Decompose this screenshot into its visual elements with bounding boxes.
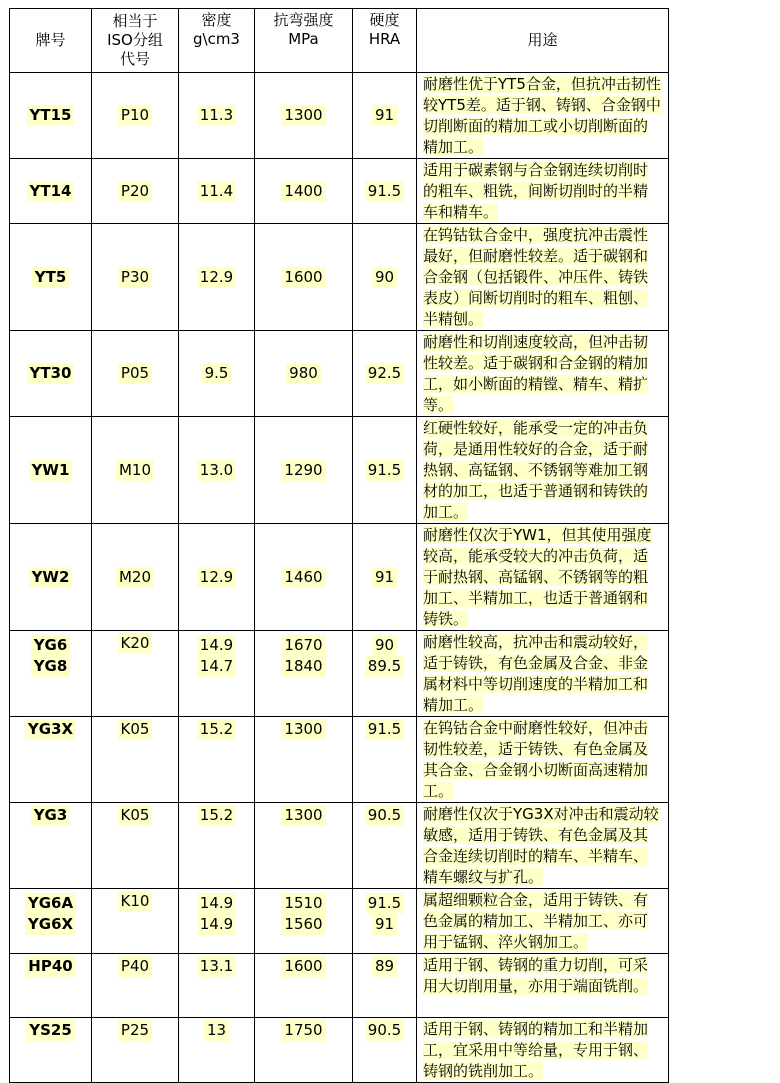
- header-hardness-line2: HRA: [368, 30, 401, 48]
- use-cell: 耐磨性较高，抗冲击和震动较好，适于铸铁，有色金属及合金、非金属材料中等切削速度的半精加工和精加工。: [423, 633, 649, 714]
- grade-cell: YG6: [31, 635, 71, 656]
- header-iso-line1: 相当于: [112, 12, 158, 30]
- grade-cell: YG6A: [25, 893, 76, 914]
- iso-cell: M10: [116, 460, 154, 481]
- iso-cell: K20: [118, 633, 153, 654]
- hardness-cell: 92.5: [365, 363, 404, 384]
- strength-cell-secondary: 1840: [281, 656, 325, 677]
- hardness-cell: 89: [372, 956, 397, 977]
- density-cell: 14.9: [197, 635, 236, 656]
- header-density: [179, 9, 255, 73]
- iso-cell: K10: [118, 891, 153, 912]
- iso-cell: P10: [118, 105, 152, 126]
- table-row: [10, 159, 669, 224]
- header-hardness-line1: 硬度: [369, 11, 400, 29]
- grade-cell-secondary: YG8: [31, 656, 71, 677]
- header-strength-line2: MPa: [288, 30, 319, 48]
- hardness-cell: 91.5: [365, 893, 404, 914]
- header-grade: 牌号: [10, 9, 92, 73]
- table-row: [10, 717, 669, 803]
- use-cell: 在钨钴钛合金中，强度抗冲击震性最好，但耐磨性较差。适于碳钢和合金钢（包括锻件、冲压件、铸铁表皮）间断切削时的粗车、粗刨、半精刨。: [423, 226, 649, 328]
- use-cell: 耐磨性仅次于YG3X对冲击和震动较敏感，适用于铸铁、有色金属及其合金连续切削时的精车、半精车、精车螺纹与扩孔。: [423, 805, 659, 886]
- header-bending-strength: [255, 9, 353, 73]
- grade-cell: YW1: [29, 460, 73, 481]
- grade-cell: YT5: [32, 267, 70, 288]
- grade-cell: YW2: [29, 567, 73, 588]
- hardness-cell-secondary: 89.5: [365, 656, 404, 677]
- density-cell: 11.3: [197, 105, 236, 126]
- grade-cell: YT30: [27, 363, 75, 384]
- use-cell: 适用于钢、铸钢的精加工和半精加工，宜采用中等给量，专用于钢、铸钢的铣削加工。: [423, 1020, 649, 1080]
- density-cell: 13.1: [197, 956, 236, 977]
- strength-cell: 1670: [281, 635, 325, 656]
- grade-cell: YS25: [26, 1020, 75, 1041]
- hardness-cell: 90.5: [365, 805, 404, 826]
- table-row: [10, 224, 669, 331]
- iso-cell: P05: [118, 363, 152, 384]
- iso-cell: P20: [118, 181, 152, 202]
- strength-cell: 980: [286, 363, 321, 384]
- iso-cell: M20: [116, 567, 154, 588]
- use-cell: 在钨钴合金中耐磨性较好，但冲击韧性较差，适于铸铁、有色金属及其合金、合金钢小切断面高速精加工。: [423, 719, 649, 800]
- hardness-cell-secondary: 91: [372, 914, 397, 935]
- hardness-cell: 91: [372, 567, 397, 588]
- strength-cell: 1600: [281, 956, 325, 977]
- hardness-cell: 90.5: [365, 1020, 404, 1041]
- table-row: [10, 417, 669, 524]
- header-iso-line2: ISO分组: [107, 31, 163, 49]
- use-cell: 适用于钢、铸钢的重力切削，可采用大切削用量，亦用于端面铣削。: [423, 956, 649, 995]
- header-iso-group: [92, 9, 179, 73]
- table-row: [10, 73, 669, 159]
- density-cell: 15.2: [197, 719, 236, 740]
- strength-cell: 1510: [281, 893, 325, 914]
- density-cell: 12.9: [197, 567, 236, 588]
- density-cell: 14.9: [197, 893, 236, 914]
- density-cell: 13.0: [197, 460, 236, 481]
- header-density-line2: g\cm3: [193, 30, 240, 48]
- iso-cell: P30: [118, 267, 152, 288]
- table-row: [10, 889, 669, 954]
- density-cell-secondary: 14.9: [197, 914, 236, 935]
- hardness-cell: 91: [372, 105, 397, 126]
- hardness-cell: 90: [372, 267, 397, 288]
- header-strength-line1: 抗弯强度: [273, 11, 334, 29]
- table-row: [10, 954, 669, 1018]
- table-row: [10, 331, 669, 417]
- strength-cell: 1300: [281, 719, 325, 740]
- density-cell: 9.5: [202, 363, 232, 384]
- density-cell: 13: [204, 1020, 229, 1041]
- use-cell: 耐磨性优于YT5合金，但抗冲击韧性较YT5差。适于钢、铸钢、合金钢中切削断面的精加工或小切削断面的精加工。: [423, 75, 661, 156]
- strength-cell: 1460: [281, 567, 325, 588]
- table-row: [10, 1018, 669, 1083]
- density-cell-secondary: 14.7: [197, 656, 236, 677]
- strength-cell: 1400: [281, 181, 325, 202]
- strength-cell: 1750: [281, 1020, 325, 1041]
- header-iso-line3: 代号: [119, 50, 150, 68]
- density-cell: 11.4: [197, 181, 236, 202]
- table-row: [10, 803, 669, 889]
- density-cell: 15.2: [197, 805, 236, 826]
- iso-cell: P25: [118, 1020, 152, 1041]
- use-cell: 耐磨性仅次于YW1，但其使用强度较高，能承受较大的冲击负荷，适于耐热钢、高锰钢、不锈钢等的粗加工、半精加工，也适于普通钢和铸铁。: [423, 526, 652, 628]
- header-hardness: [353, 9, 417, 73]
- grade-cell: HP40: [25, 956, 75, 977]
- strength-cell: 1290: [281, 460, 325, 481]
- grade-cell: YG3X: [25, 719, 76, 740]
- strength-cell-secondary: 1560: [281, 914, 325, 935]
- table-row: [10, 631, 669, 717]
- carbide-grade-table: [9, 8, 669, 1083]
- iso-cell: P40: [118, 956, 152, 977]
- table-row: [10, 524, 669, 631]
- hardness-cell: 91.5: [365, 181, 404, 202]
- use-cell: 适用于碳素钢与合金钢连续切削时的粗车、粗铣，间断切削时的半精车和精车。: [423, 161, 649, 221]
- use-cell: 红硬性较好，能承受一定的冲击负荷，是通用性较好的合金，适于耐热钢、高锰钢、不锈钢等难加工钢材的加工，也适于普通钢和铸铁的加工。: [423, 419, 649, 521]
- strength-cell: 1300: [281, 105, 325, 126]
- header-use: 用途: [417, 9, 669, 73]
- density-cell: 12.9: [197, 267, 236, 288]
- strength-cell: 1600: [281, 267, 325, 288]
- iso-cell: K05: [118, 719, 153, 740]
- use-cell: 属超细颗粒合金，适用于铸铁、有色金属的精加工、半精加工、亦可用于锰钢、淬火钢加工。: [423, 891, 649, 951]
- iso-cell: K05: [118, 805, 153, 826]
- strength-cell: 1300: [281, 805, 325, 826]
- grade-cell: YT15: [27, 105, 75, 126]
- hardness-cell: 90: [372, 635, 397, 656]
- header-density-line1: 密度: [201, 11, 232, 29]
- grade-cell: YG3: [31, 805, 71, 826]
- hardness-cell: 91.5: [365, 460, 404, 481]
- use-cell: 耐磨性和切削速度较高，但冲击韧性较差。适于碳钢和合金钢的精加工，如小断面的精镗、精车、精扩等。: [423, 333, 649, 414]
- grade-cell: YT14: [27, 181, 75, 202]
- grade-cell-secondary: YG6X: [25, 914, 76, 935]
- header-row: [10, 9, 669, 73]
- hardness-cell: 91.5: [365, 719, 404, 740]
